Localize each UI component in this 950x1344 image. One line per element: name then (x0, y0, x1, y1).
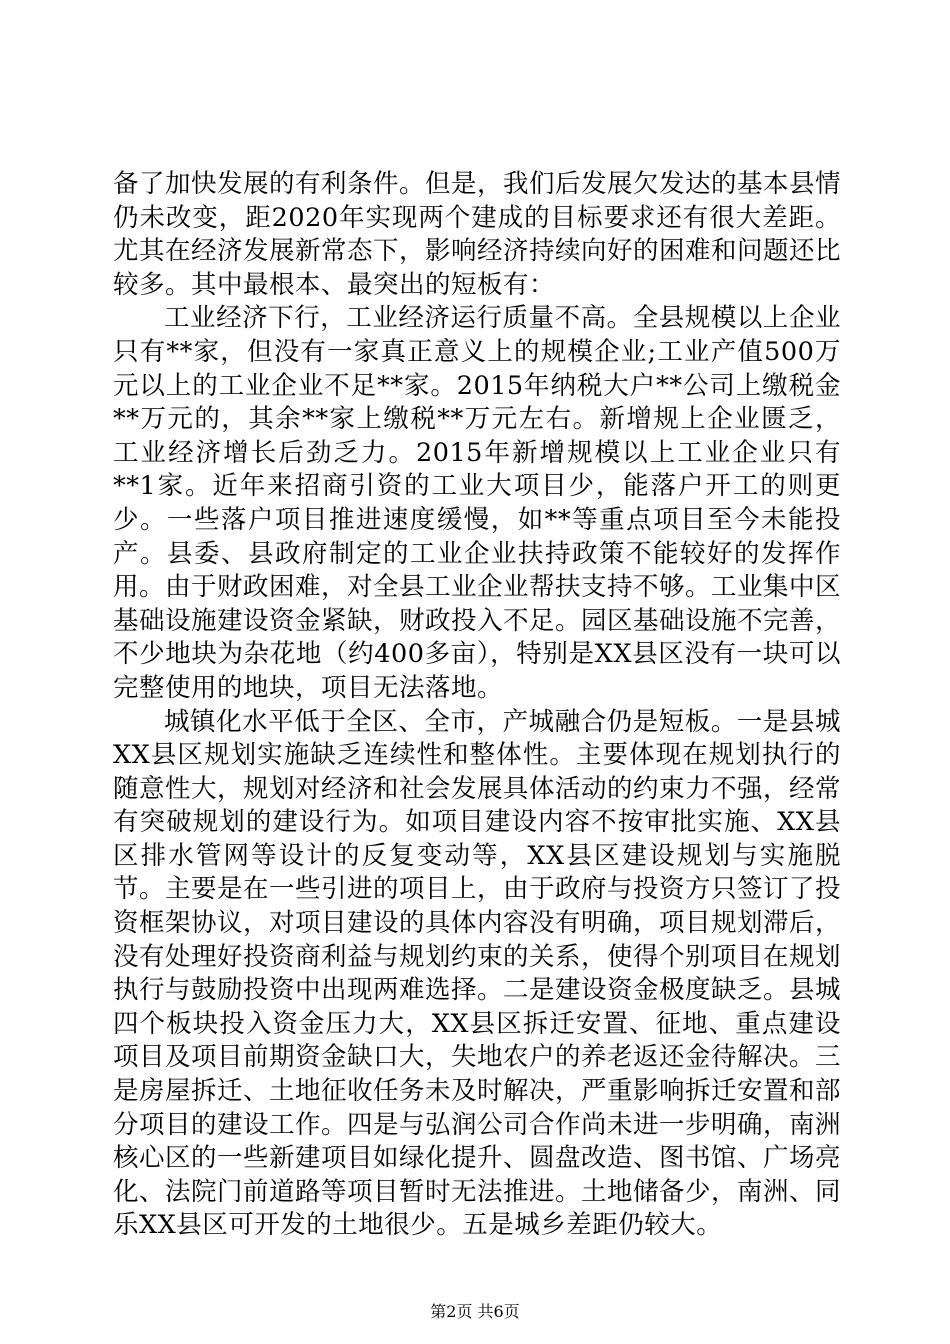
paragraph-2: 工业经济下行，工业经济运行质量不高。全县规模以上企业只有**家，但没有一家真正意义上的规模企业;工业产值500万元以上的工业企业不足**家。2015年纳税大户**公司上缴税金**万元的，其余**家上缴税**万元左右。新增规上企业匮乏，工业经济增长后劲乏力。2015年新增规模以上工业企业只有**1家。近年来招商引资的工业大项目少，能落户开工的则更少。一些落户项目推进速度缓慢，如**等重点项目至今未能投产。县委、县政府制定的工业企业扶持政策不能较好的发挥作用。由于财政困难，对全县工业企业帮扶支持不够。工业集中区基础设施建设资金紧缺，财政投入不足。园区基础设施不完善，不少地块为杂花地（约400多亩），特别是XX县区没有一块可以完整使用的地块，项目无法落地。 (113, 303, 842, 703)
paragraph-1: 备了加快发展的有利条件。但是，我们后发展欠发达的基本县情仍未改变，距2020年实现两个建成的目标要求还有很大差距。尤其在经济发展新常态下，影响经济持续向好的困难和问题还比较多。其中最根本、最突出的短板有： (113, 169, 842, 300)
paragraph-3: 城镇化水平低于全区、全市，产城融合仍是短板。一是县城XX县区规划实施缺乏连续性和整体性。主要体现在规划执行的随意性大，规划对经济和社会发展具体活动的约束力不强，经常有突破规划的建设行为。如项目建设内容不按审批实施、XX县区排水管网等设计的反复变动等，XX县区建设规划与实施脱节。主要是在一些引进的项目上，由于政府与投资方只签订了投资框架协议，对项目建设的具体内容没有明确，项目规划滞后，没有处理好投资商利益与规划约束的关系，使得个别项目在规划执行与鼓励投资中出现两难选择。二是建设资金极度缺乏。县城四个板块投入资金压力大，XX县区拆迁安置、征地、重点建设项目及项目前期资金缺口大，失地农户的养老返还金待解决。三是房屋拆迁、土地征收任务未及时解决，严重影响拆迁安置和部分项目的建设工作。四是与弘润公司合作尚未进一步明确，南洲核心区的一些新建项目如绿化提升、圆盘改造、图书馆、广场亮化、法院门前道路等项目暂时无法推进。土地储备少，南洲、同乐XX县区可开发的土地很少。五是城乡差距仍较大。 (113, 706, 842, 1241)
document-body (113, 168, 841, 1243)
page-footer: 第2页 共6页 (430, 1302, 520, 1321)
